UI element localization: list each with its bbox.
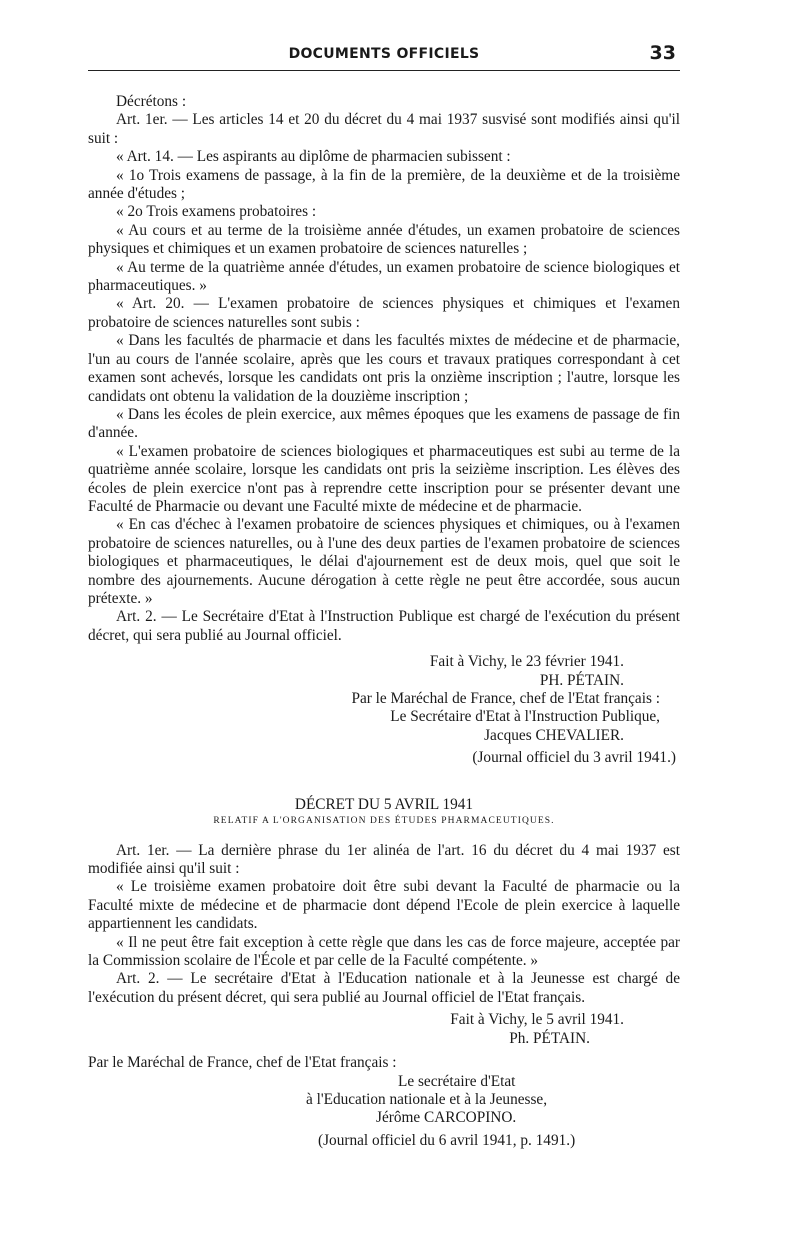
decree-2-minister: Jérôme CARCOPINO. bbox=[376, 1109, 517, 1127]
decree-2-journal-ref: (Journal officiel du 6 avril 1941, p. 1491.) bbox=[318, 1131, 576, 1149]
decree-1-para-6: « Au terme de la quatrième année d'études, un examen probatoire de science biologiques et pharmaceutiques. » bbox=[88, 258, 680, 295]
decree-1-secretaire: Le Secrétaire d'Etat à l'Instruction Publique, bbox=[390, 708, 660, 726]
decree-2-fait: Fait à Vichy, le 5 avril 1941. bbox=[450, 1011, 624, 1029]
decree-2-para-0: Art. 1er. — La dernière phrase du 1er alinéa de l'art. 16 du décret du 4 mai 1937 est modifiée ainsi qu'il suit : bbox=[88, 841, 680, 878]
decree-1-body bbox=[88, 93, 680, 768]
decree-2-para-1: « Le troisième examen probatoire doit être subi devant la Faculté de pharmacie ou la Faculté mixte de médecine et de pharmacie dont dépend l'Ecole de plein exercice à laquelle appartiennent les candidats. bbox=[88, 878, 680, 933]
decree-1-par-le-marechal: Par le Maréchal de France, chef de l'Etat français : bbox=[351, 690, 660, 707]
decree-2-body bbox=[88, 796, 680, 1151]
document-page bbox=[88, 40, 680, 1150]
decree-2-par-le-marechal: Par le Maréchal de France, chef de l'Etat français : bbox=[88, 1054, 397, 1072]
running-head bbox=[88, 40, 680, 71]
decree-2-title: DÉCRET DU 5 AVRIL 1941 bbox=[294, 795, 474, 813]
decree-1-para-12: Art. 2. — Le Secrétaire d'Etat à l'Instruction Publique est chargé de l'exécution du présent décret, qui sera publié au Journal officiel. bbox=[88, 608, 680, 644]
decree-1-fait: Fait à Vichy, le 23 février 1941. bbox=[429, 653, 624, 671]
decree-2-para-2: « Il ne peut être fait exception à cette règle que dans les cas de force majeure, acceptée par la Commission scolaire de l'École et par celle de la Faculté compétente. » bbox=[88, 933, 680, 970]
decree-1-para-2: « Art. 14. — Les aspirants au diplôme de pharmacien subissent : bbox=[116, 148, 511, 166]
running-title: DOCUMENTS OFFICIELS bbox=[288, 46, 480, 62]
decree-1-minister: Jacques CHEVALIER. bbox=[484, 726, 624, 744]
decree-1-para-3: « 1o Trois examens de passage, à la fin de la première, de la deuxième et de la troisième année d'études ; bbox=[88, 166, 680, 203]
decree-1-para-7: « Art. 20. — L'examen probatoire de sciences physiques et chimiques et l'examen probatoire de sciences naturelles sont subis : bbox=[88, 295, 680, 331]
decree-1-journal-ref: (Journal officiel du 3 avril 1941.) bbox=[472, 749, 676, 767]
decree-1-para-5: « Au cours et au terme de la troisième année d'études, un examen probatoire de sciences physiques et chimiques et un examen probatoire de sciences naturelles ; bbox=[88, 221, 680, 258]
decree-1-para-8: « Dans les facultés de pharmacie et dans les facultés mixtes de médecine et de pharmacie, l'un au cours de l'année scolaire, après que les cours et travaux pratiques correspondant à cet examen sont achevés, lorsque les candidats ont pris la onzième inscription ; l'autre, lorsque les candidats ont obtenu la validation de la douzième inscription ; bbox=[88, 332, 680, 405]
decree-1-para-11: « En cas d'échec à l'examen probatoire de sciences physiques et chimiques, ou à l'examen probatoire de sciences naturelles, ou à l'une des deux parties de l'examen probatoire de sciences biologiques et pharmaceutiques, le délai d'ajournement est de deux mois, quel que soit le nombre des ajournements. Aucune dérogation à cette règle ne peut être accordée, sous aucun prétexte. » bbox=[88, 516, 680, 607]
decree-2-signatory: Ph. PÉTAIN. bbox=[509, 1029, 590, 1047]
decree-2-secretaire-line-2: à l'Education nationale et à la Jeunesse, bbox=[306, 1090, 548, 1108]
decree-1-para-9: « Dans les écoles de plein exercice, aux mêmes époques que les examens de passage de fin d'année. bbox=[88, 405, 680, 442]
decree-1-para-1: Art. 1er. — Les articles 14 et 20 du décret du 4 mai 1937 susvisé sont modifiés ainsi qu'il suit : bbox=[88, 111, 680, 147]
decree-1-para-10: « L'examen probatoire de sciences biologiques et pharmaceutiques est subi au terme de la quatrième année scolaire, lorsque les candidats ont pris la seizième inscription. Les élèves des écoles de plein exercice n'ont pas à reprendre cette inscription pour se présenter devant une Faculté de Pharmacie ou devant une Faculté mixte de médecine et de pharmacie. bbox=[88, 442, 680, 515]
page-number: 33 bbox=[649, 42, 676, 64]
decree-2-para-3: Art. 2. — Le secrétaire d'Etat à l'Education nationale et à la Jeunesse est chargé de l'exécution du présent décret, qui sera publié au Journal officiel de l'Etat français. bbox=[88, 970, 680, 1006]
decree-2-secretaire-line-1: Le secrétaire d'Etat bbox=[398, 1072, 516, 1090]
decree-1-para-4: « 2o Trois examens probatoires : bbox=[116, 203, 317, 221]
decree-1-signatory: PH. PÉTAIN. bbox=[539, 671, 624, 689]
decree-1-para-0: Décrétons : bbox=[116, 93, 187, 110]
decree-2-subtitle: RELATIF A L'ORGANISATION DES ÉTUDES PHARMACEUTIQUES. bbox=[213, 815, 555, 826]
